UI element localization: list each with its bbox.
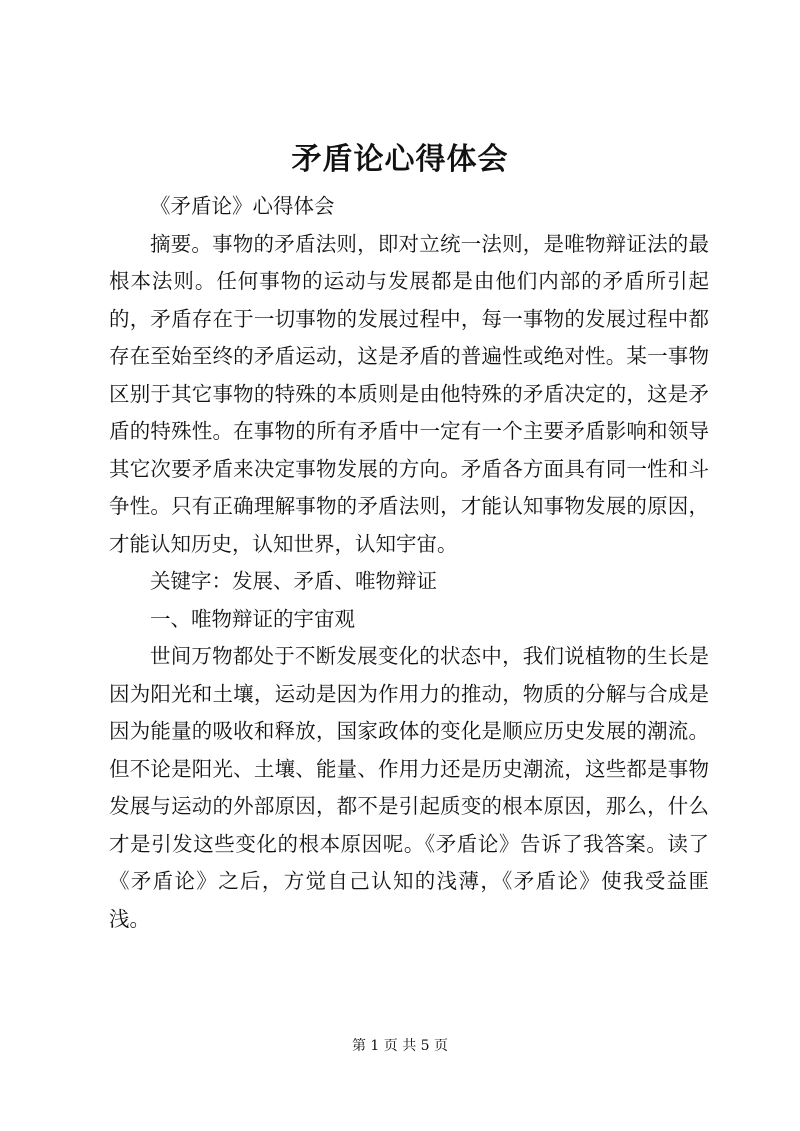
document-body <box>109 188 709 938</box>
page-footer: 第 1 页 共 5 页 <box>351 1038 449 1054</box>
paragraph-body: 世间万物都处于不断发展变化的状态中，我们说植物的生长是因为阳光和土壤，运动是因为作用力的推动，物质的分解与合成是因为能量的吸收和释放，国家政体的变化是顺应历史发展的潮流。但不论是阳光、土壤、能量、作用力还是历史潮流，这些都是事物发展与运动的外部原因，都不是引起质变的根本原因，那么，什么才是引发这些变化的根本原因呢。《矛盾论》告诉了我答案。读了《矛盾论》之后，方觉自己认知的浅薄，《矛盾论》使我受益匪浅。 <box>109 644 709 931</box>
paragraph-subtitle: 《矛盾论》心得体会 <box>150 194 335 218</box>
paragraph-abstract: 摘要。事物的矛盾法则，即对立统一法则，是唯物辩证法的最根本法则。任何事物的运动与发展都是由他们内部的矛盾所引起的，矛盾存在于一切事物的发展过程中，每一事物的发展过程中都存在至始至终的矛盾运动，这是矛盾的普遍性或绝对性。某一事物区别于其它事物的特殊的本质则是由他特殊的矛盾决定的，这是矛盾的特殊性。在事物的所有矛盾中一定有一个主要矛盾影响和领导其它次要矛盾来决定事物发展的方向。矛盾各方面具有同一性和斗争性。只有正确理解事物的矛盾法则，才能认知事物发展的原因，才能认知历史，认知世界，认知宇宙。 <box>109 231 709 556</box>
paragraph-keywords: 关键字：发展、矛盾、唯物辩证 <box>150 569 437 593</box>
document-title: 矛盾论心得体会 <box>291 142 509 177</box>
section-heading: 一、唯物辩证的宇宙观 <box>150 606 355 631</box>
